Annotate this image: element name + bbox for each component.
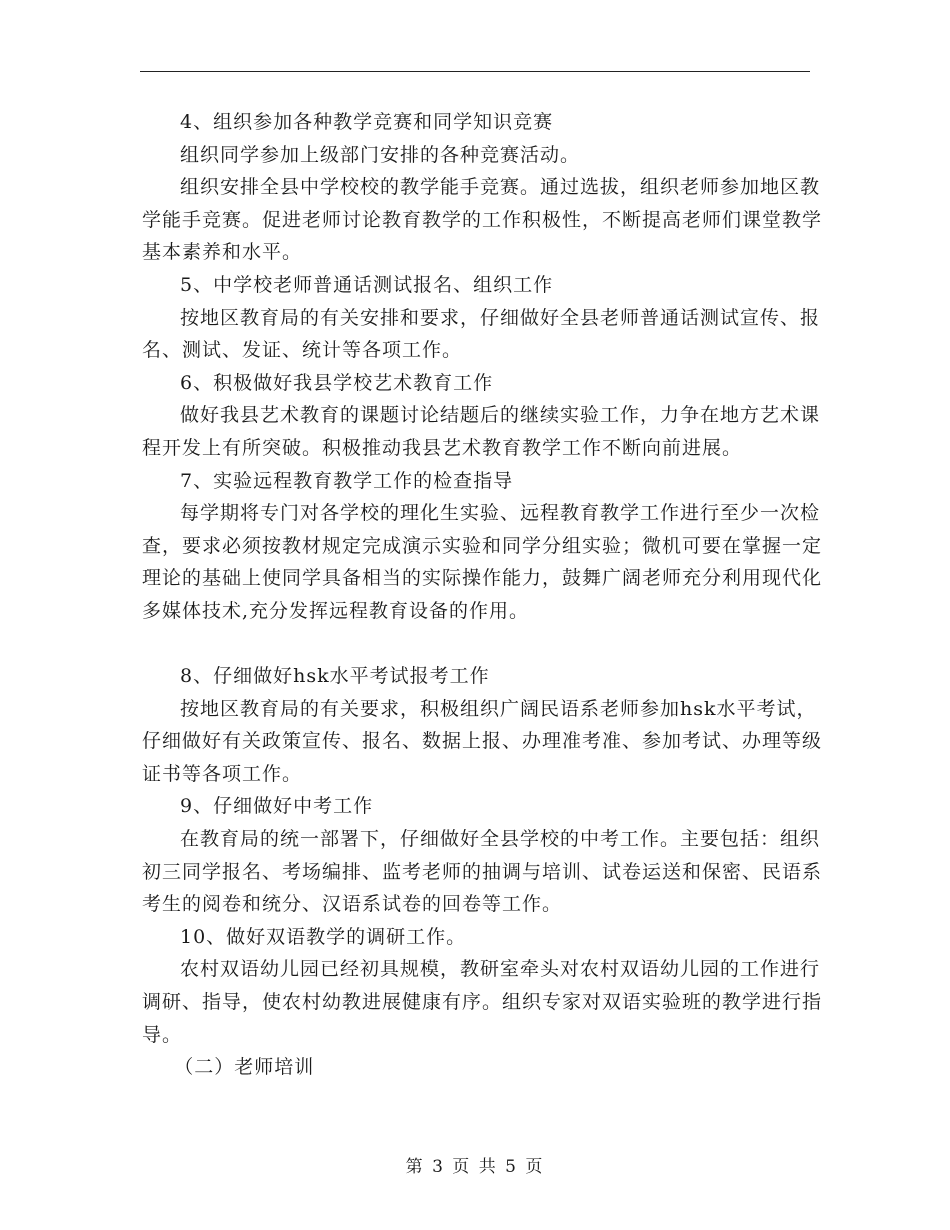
body-paragraph: 按地区教育局的有关要求，积极组织广阔民语系老师参加hsk水平考试，仔细做好有关政策宣传、报名、数据上报、办理准考准、参加考试、办理等级证书等各项工作。: [142, 697, 823, 785]
section-heading-5: 5、中学校老师普通话测试报名、组织工作: [180, 273, 554, 296]
body-paragraph: 按地区教育局的有关安排和要求，仔细做好全县老师普通话测试宣传、报名、测试、发证、统计等各项工作。: [142, 306, 821, 362]
document-body: [142, 106, 822, 1084]
header-rule: [140, 71, 810, 72]
body-paragraph: 在教育局的统一部署下，仔细做好全县学校的中考工作。主要包括：组织初三同学报名、考场编排、监考老师的抽调与培训、试卷运送和保密、民语系考生的阅卷和统分、汉语系试卷的回卷等工作。: [142, 828, 823, 916]
section-heading-10: 10、做好双语教学的调研工作。: [180, 925, 467, 948]
body-paragraph: 做好我县艺术教育的课题讨论结题后的继续实验工作，力争在地方艺术课程开发上有所突破。积极推动我县艺术教育教学工作不断向前进展。: [142, 404, 821, 459]
section-heading-9: 9、仔细做好中考工作: [180, 795, 374, 818]
body-paragraph: 每学期将专门对各学校的理化生实验、远程教育教学工作进行至少一次检查，要求必须按教材规定完成演示实验和同学分组实验；微机可要在掌握一定理论的基础上使同学具备相当的实际操作能力，鼓舞广阔老师充分利用现代化多媒体技术,充分发挥远程教育设备的作用。: [142, 502, 823, 622]
subsection-heading: （二）老师培训: [174, 1056, 315, 1079]
section-heading-6: 6、积极做好我县学校艺术教育工作: [180, 371, 494, 394]
body-paragraph: 农村双语幼儿园已经初具规模，教研室牵头对农村双语幼儿园的工作进行调研、指导，使农村幼教进展健康有序。组织专家对双语实验班的教学进行指导。: [142, 958, 823, 1046]
section-heading-7: 7、实验远程教育教学工作的检查指导: [180, 469, 514, 492]
body-paragraph: 组织安排全县中学校校的教学能手竞赛。通过选拔，组织老师参加地区教学能手竞赛。促进老师讨论教育教学的工作积极性，不断提高老师们课堂教学基本素养和水平。: [142, 176, 823, 264]
body-paragraph: 组织同学参加上级部门安排的各种竞赛活动。: [180, 143, 581, 166]
page-number: 第 3 页 共 5 页: [405, 1157, 545, 1177]
section-heading-8: 8、仔细做好hsk水平考试报考工作: [180, 665, 490, 688]
section-heading-4: 4、组织参加各种教学竞赛和同学知识竞赛: [180, 111, 554, 133]
